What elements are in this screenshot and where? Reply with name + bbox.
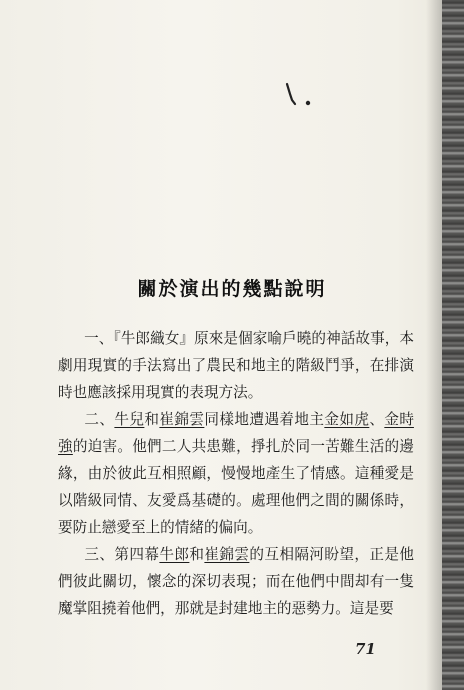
name-cui-jinyun-2: 崔錦雲 [204, 546, 250, 563]
binding-edge [442, 0, 464, 690]
paragraph-2-seg-7: 、 [369, 411, 385, 428]
paragraph-2-seg-5: 同樣地遭遇着地主 [204, 411, 325, 428]
page-number: 71 [355, 640, 376, 658]
paragraph-1-text: 一、『牛郎織女』原來是個家喻戶曉的神話故事，本劇用現實的手法寫出了農民和地主的階級鬥爭，在排演時也應該採用現實的表現方法。 [58, 330, 414, 401]
name-niuer: 牛兒 [114, 411, 145, 428]
name-jin-shiqiang: 金時強 [58, 411, 414, 455]
paragraph-3-seg-1: 三、第四幕 [84, 546, 160, 563]
name-cui-jinyun: 崔錦雲 [159, 411, 205, 428]
paragraph-3 [58, 541, 414, 622]
paragraph-2-seg-9: 的迫害。他們二人共患難，掙扎於同一苦難生活的邊緣，由於彼此互相照顧，慢慢地產生了情感。這種愛是以階級同情、友愛爲基礎的。處理他們之間的關係時，要防止戀愛至上的情緒的偏向。 [58, 438, 414, 536]
paragraph-2-seg-1: 二、 [84, 411, 115, 428]
ink-mark [284, 82, 314, 110]
name-niulang: 牛郎 [159, 546, 190, 563]
paragraph-2-seg-3: 和 [144, 411, 160, 428]
paragraph-1 [58, 325, 414, 406]
paragraph-2 [58, 406, 414, 541]
page-title: 關於演出的幾點說明 [137, 278, 327, 300]
paragraph-3-seg-3: 和 [189, 546, 205, 563]
binding-shadow [426, 0, 442, 690]
body-text [58, 325, 414, 622]
name-jin-ruhu: 金如虎 [324, 411, 370, 428]
paragraph-3-seg-5: 的互相隔河盼望，正是他們彼此關切，懷念的深切表現；而在他們中間却有一隻魔掌阻撓着他們，那就是封建地主的惡勢力。這是要 [58, 546, 414, 617]
